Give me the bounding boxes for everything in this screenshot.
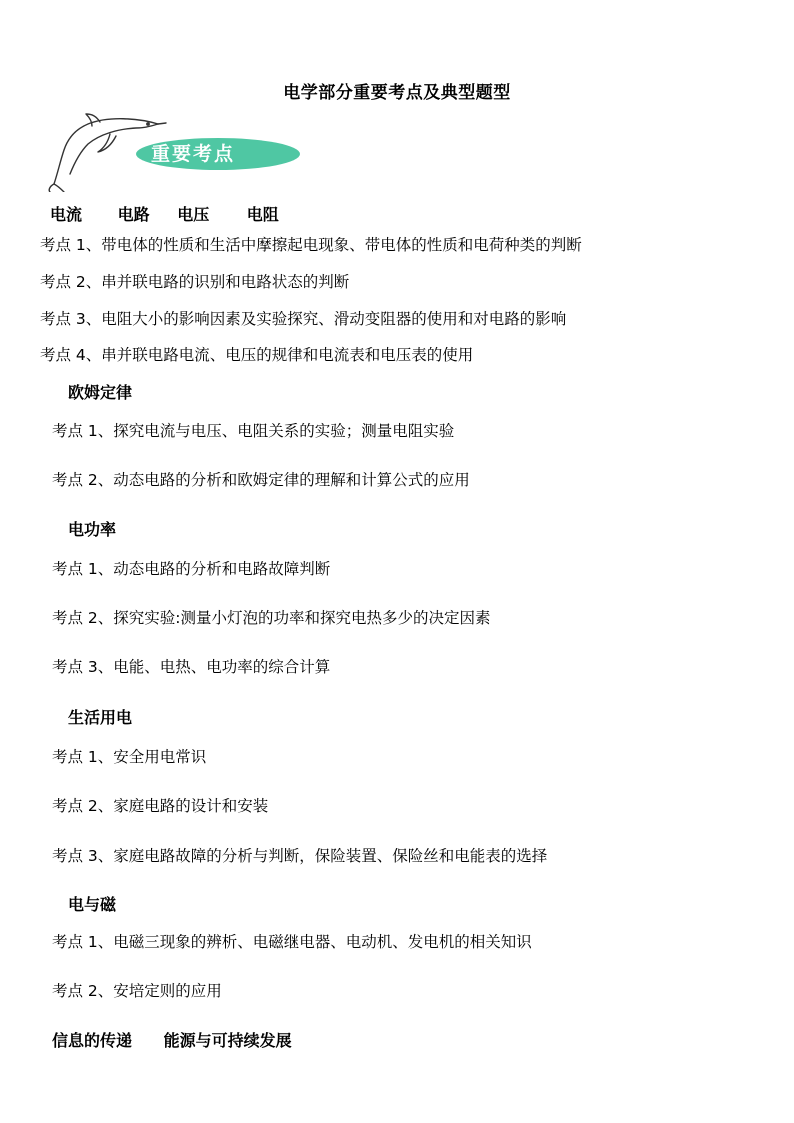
list-item: 考点 1、带电体的性质和生活中摩擦起电现象、带电体的性质和电荷种类的判断: [40, 236, 582, 254]
section-heading-household-electricity: 生活用电: [68, 708, 133, 727]
section-heading-electric-power: 电功率: [68, 520, 117, 539]
list-item: 考点 3、电阻大小的影响因素及实验探究、滑动变阻器的使用和对电路的影响: [40, 310, 567, 328]
section-heading-electricity: [50, 205, 279, 225]
list-item: 考点 2、家庭电路的设计和安装: [52, 797, 269, 815]
section-heading-ohms-law: 欧姆定律: [68, 383, 133, 402]
list-item: 考点 3、电能、电热、电功率的综合计算: [52, 658, 331, 676]
list-item: 考点 1、电磁三现象的辨析、电磁继电器、电动机、发电机的相关知识: [52, 933, 532, 951]
section-heading-electromagnetism: 电与磁: [68, 895, 117, 914]
heading-voltage: 电压: [177, 205, 210, 224]
list-item: 考点 1、安全用电常识: [52, 748, 207, 766]
list-item: 考点 4、串并联电路电流、电压的规律和电流表和电压表的使用: [40, 346, 474, 364]
list-item: 考点 1、动态电路的分析和电路故障判断: [52, 560, 331, 578]
section-heading-information-energy: [52, 1031, 292, 1051]
list-item: 考点 2、探究实验:测量小灯泡的功率和探究电热多少的决定因素: [52, 609, 491, 627]
heading-energy-sustainability: 能源与可持续发展: [163, 1031, 292, 1050]
heading-circuit: 电路: [117, 205, 150, 224]
list-item: 考点 1、探究电流与电压、电阻关系的实验；测量电阻实验: [52, 422, 455, 440]
list-item: 考点 2、动态电路的分析和欧姆定律的理解和计算公式的应用: [52, 471, 470, 489]
heading-resistance: 电阻: [246, 205, 279, 224]
list-item: 考点 2、安培定则的应用: [52, 982, 222, 1000]
banner-label: 重要考点: [150, 143, 236, 165]
list-item: 考点 2、串并联电路的识别和电路状态的判断: [40, 273, 350, 291]
list-item: 考点 3、家庭电路故障的分析与判断，保险装置、保险丝和电能表的选择: [52, 847, 548, 865]
heading-information-transmission: 信息的传递: [52, 1031, 133, 1050]
heading-current: 电流: [50, 205, 83, 224]
document-title: 电学部分重要考点及典型题型: [283, 83, 511, 103]
key-points-banner: [48, 112, 308, 192]
